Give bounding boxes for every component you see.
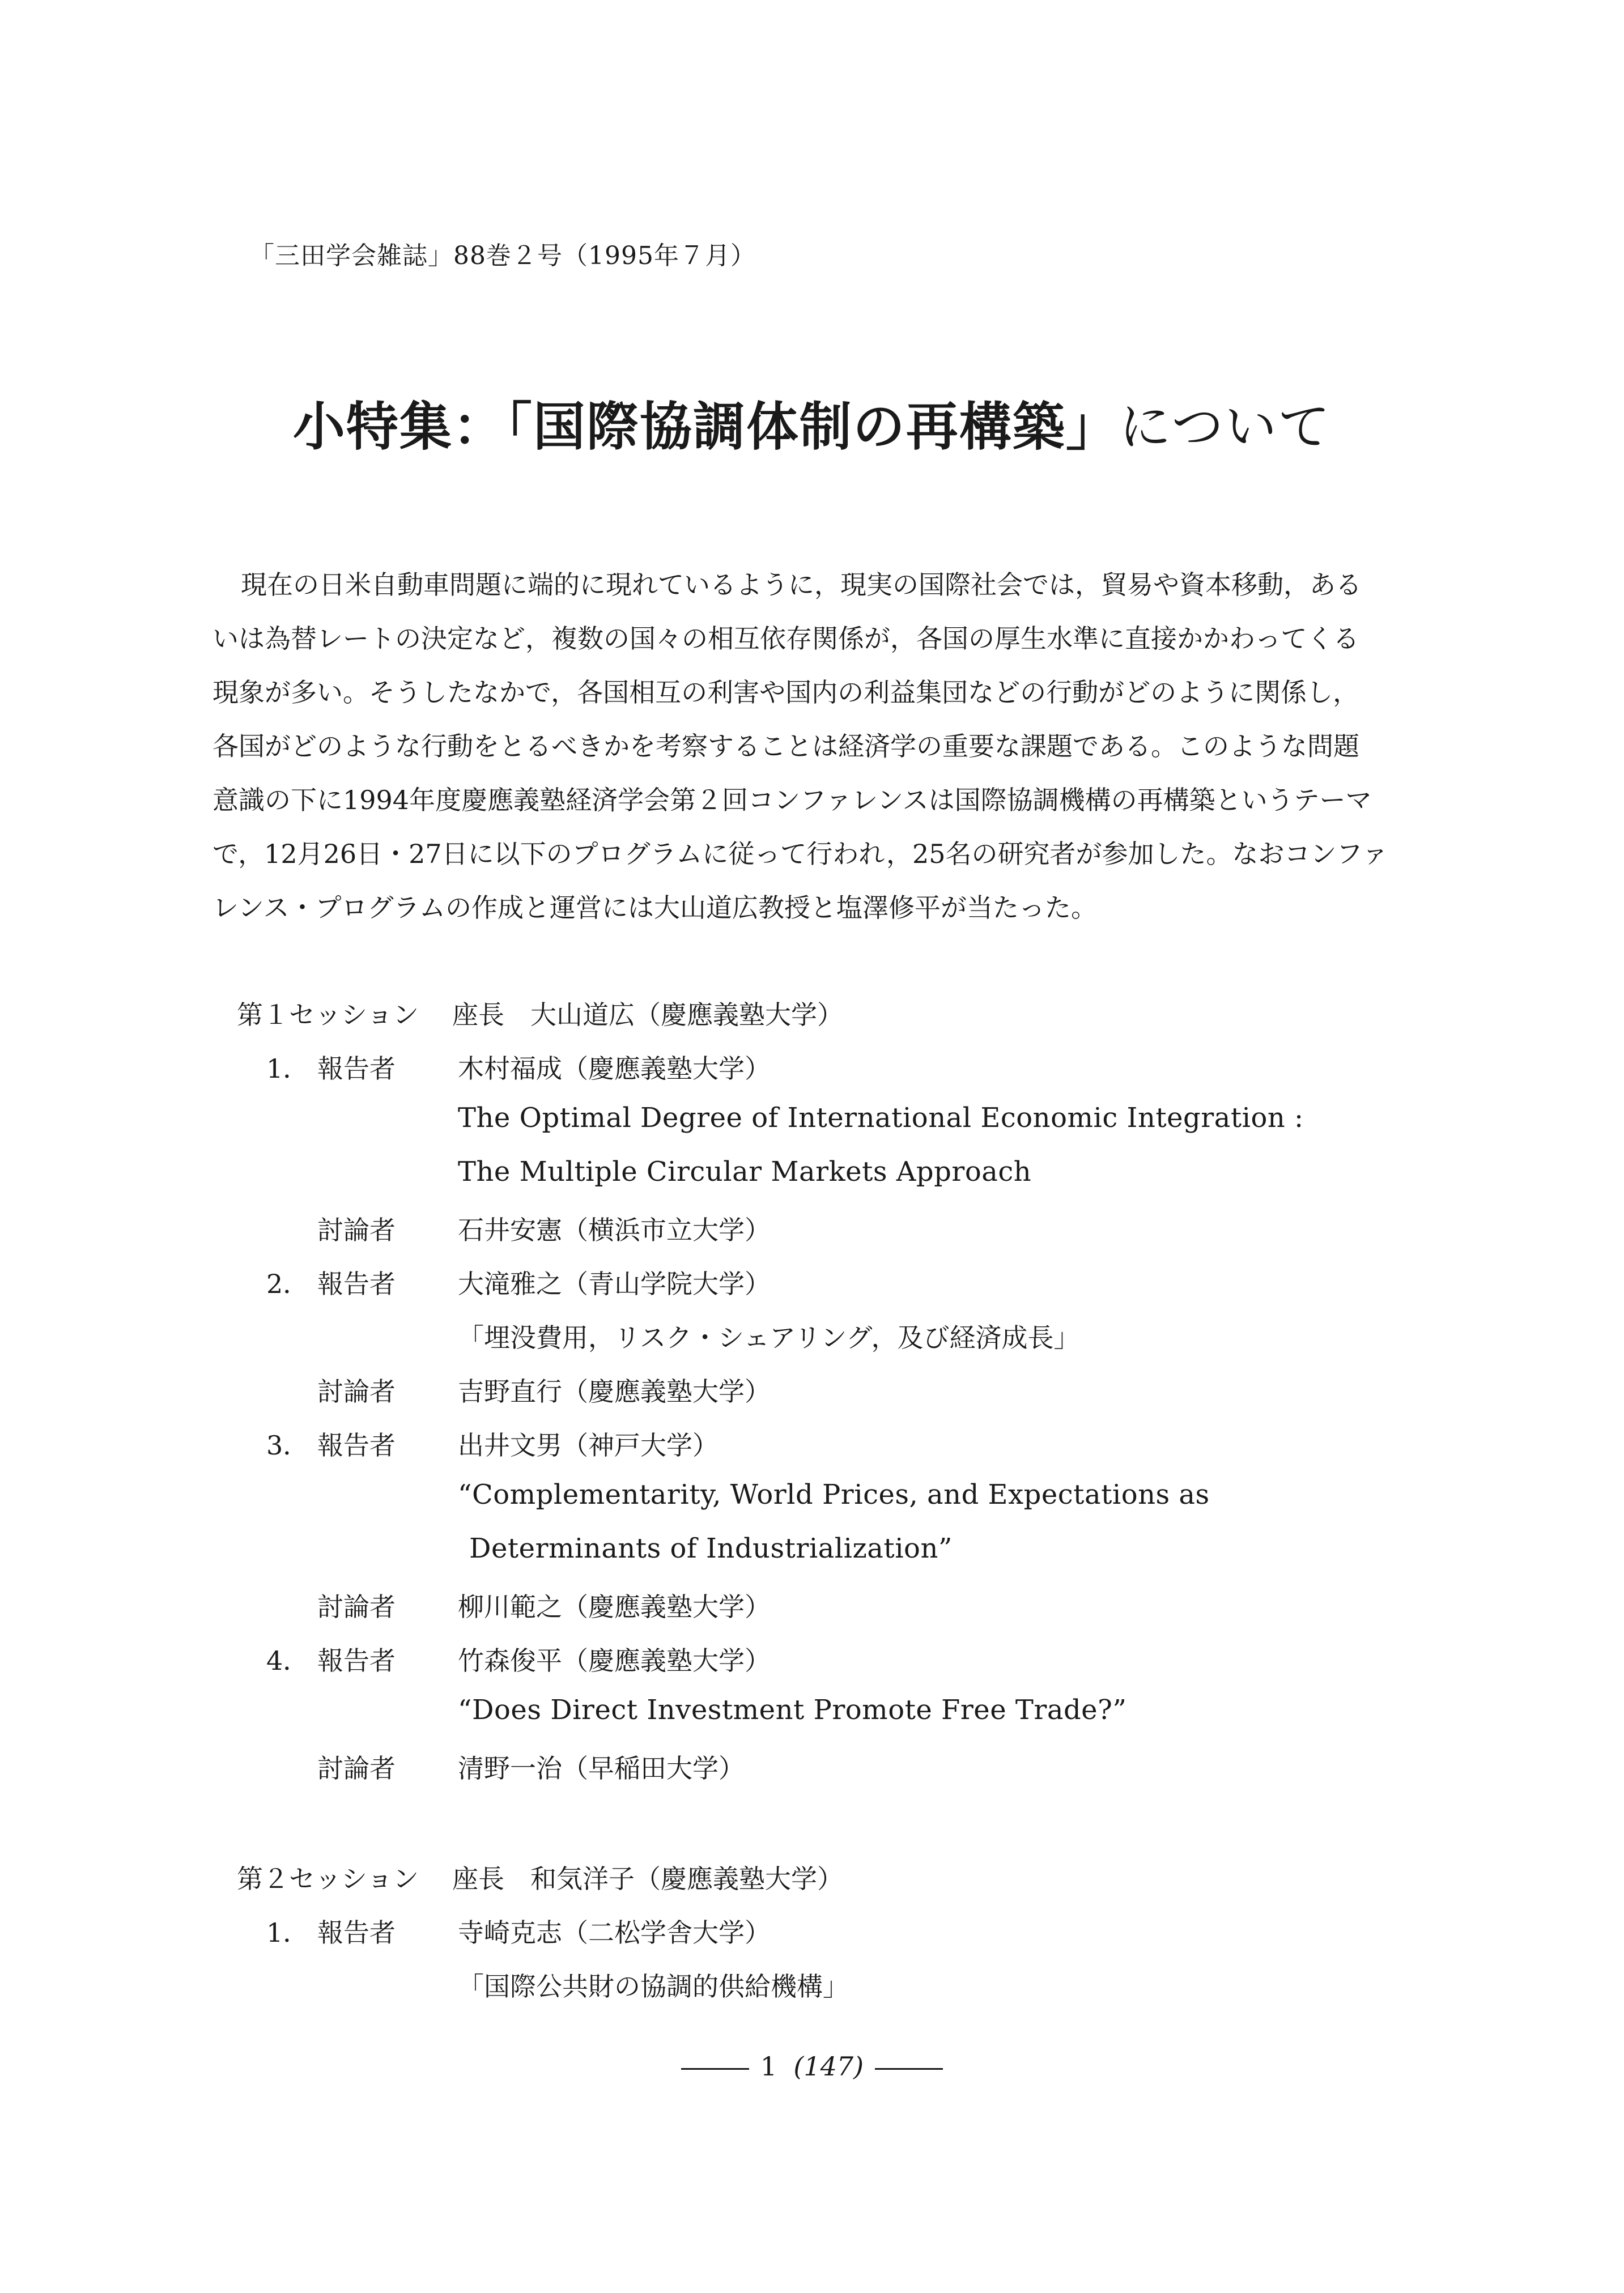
session-chair: 座長 和気洋子（慶應義塾大学） <box>452 1864 843 1894</box>
intro-line: 現象が多い。そうしたなかで，各国相互の利害や国内の利益集団などの行動がどのように関係し， <box>212 677 1359 708</box>
presenter: 寺崎克志（二松学舎大学） <box>458 1917 771 1948</box>
role-label: 報告者 <box>317 1053 396 1084</box>
article-title <box>0 385 1624 460</box>
paper-title: “Complementarity, World Prices, and Expectations as <box>458 1479 1210 1511</box>
item-number: 4． <box>266 1645 309 1676</box>
role-label: 報告者 <box>317 1645 396 1676</box>
presenter: 木村福成（慶應義塾大学） <box>458 1053 771 1084</box>
session-label: 第２セッション <box>237 1864 419 1894</box>
session-label: 第１セッション <box>237 999 419 1030</box>
discussant: 吉野直行（慶應義塾大学） <box>458 1376 771 1407</box>
title-sub: について <box>1119 397 1332 457</box>
page-footer <box>0 2051 1624 2082</box>
role-label: 討論者 <box>317 1376 396 1407</box>
intro-line: 現在の日米自動車問題に端的に現れているように，現実の国際社会では，貿易や資本移動，ある <box>241 569 1362 600</box>
presenter: 竹森俊平（慶應義塾大学） <box>458 1645 771 1676</box>
presenter: 出井文男（神戸大学） <box>458 1430 719 1461</box>
discussant: 清野一治（早稲田大学） <box>458 1753 745 1784</box>
role-label: 討論者 <box>317 1753 396 1784</box>
intro-line: レンス・プログラムの作成と運営には大山道広教授と塩澤修平が当たった。 <box>212 892 1098 923</box>
role-label: 報告者 <box>317 1917 396 1948</box>
discussant: 柳川範之（慶應義塾大学） <box>458 1592 771 1622</box>
paper-title: The Multiple Circular Markets Approach <box>458 1156 1032 1188</box>
paper-title: Determinants of Industrialization” <box>469 1533 953 1564</box>
footer-rule-left <box>681 2068 749 2070</box>
paper-title: 「国際公共財の協調的供給機構」 <box>458 1971 849 2002</box>
paper-title: The Optimal Degree of International Economic Integration : <box>458 1102 1304 1134</box>
original-page-number: (147) <box>793 2051 864 2082</box>
title-main: 小特集：「国際協調体制の再構築」 <box>292 396 1119 457</box>
intro-paragraph <box>212 558 1436 935</box>
intro-line: いは為替レートの決定など，複数の国々の相互依存関係が，各国の厚生水準に直接かかわってくる <box>212 623 1359 654</box>
presenter: 大滝雅之（青山学院大学） <box>458 1269 771 1299</box>
intro-line: 各国がどのような行動をとるべきかを考察することは経済学の重要な課題である。このような問題 <box>212 731 1359 762</box>
item-number: 3． <box>266 1430 309 1461</box>
paper-title: “Does Direct Investment Promote Free Trade?” <box>458 1694 1127 1726</box>
session-header <box>237 994 843 1032</box>
paper-title: 「埋没費用，リスク・シェアリング，及び経済成長」 <box>458 1322 1080 1353</box>
intro-line: で，12月26日・27日に以下のプログラムに従って行われ，25名の研究者が参加した。なおコンファ <box>212 839 1388 869</box>
session-chair: 座長 大山道広（慶應義塾大学） <box>452 999 843 1030</box>
item-number: 1． <box>266 1053 309 1084</box>
role-label: 報告者 <box>317 1430 396 1461</box>
journal-reference: 「三田学会雑誌」88巻２号（1995年７月） <box>249 241 756 270</box>
role-label: 報告者 <box>317 1269 396 1299</box>
page-number: 1 <box>760 2051 777 2082</box>
item-number: 2． <box>266 1269 309 1299</box>
discussant: 石井安憲（横浜市立大学） <box>458 1215 771 1245</box>
role-label: 討論者 <box>317 1592 396 1622</box>
role-label: 討論者 <box>317 1215 396 1245</box>
session-header <box>237 1858 843 1896</box>
intro-line: 意識の下に1994年度慶應義塾経済学会第２回コンファレンスは国際協調機構の再構築というテーマ <box>212 785 1372 815</box>
item-number: 1． <box>266 1917 309 1948</box>
footer-rule-right <box>875 2068 943 2070</box>
